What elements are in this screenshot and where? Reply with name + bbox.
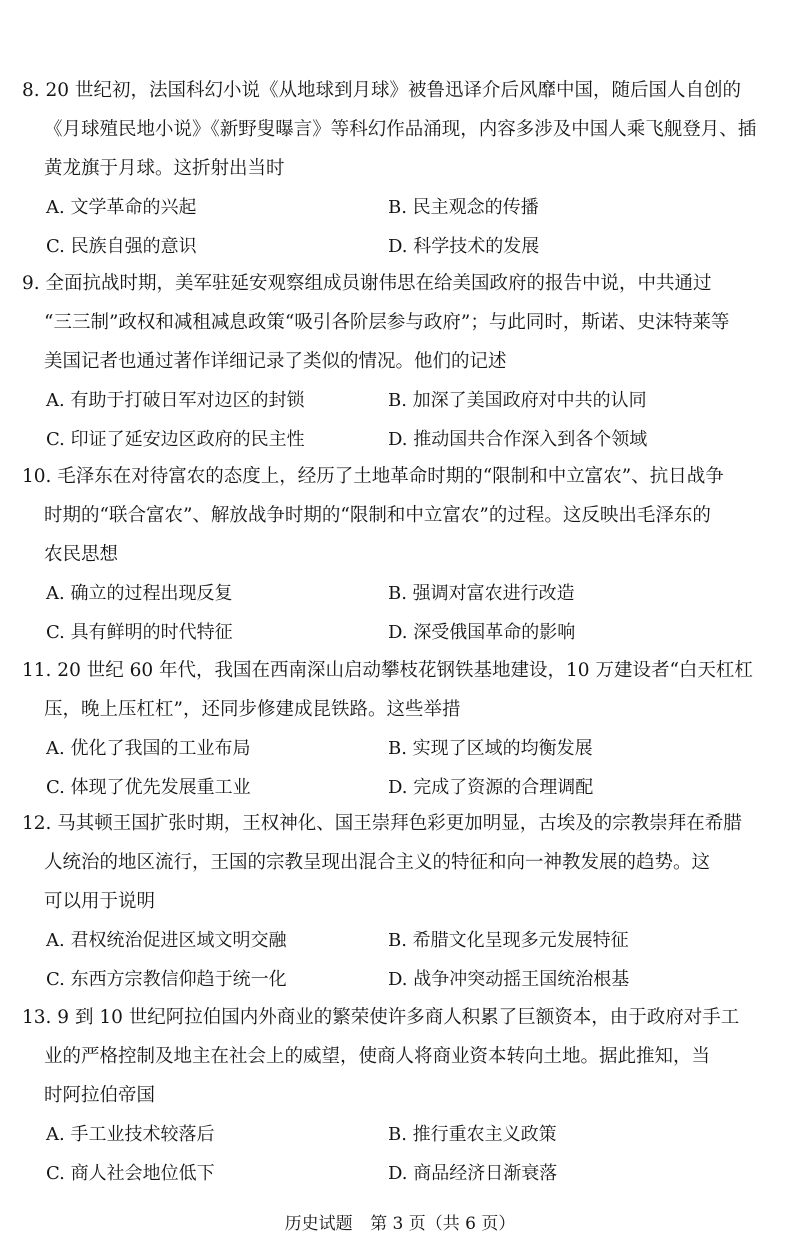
options-row xyxy=(22,574,780,613)
option-a: A. 君权统治促进区域文明交融 xyxy=(46,930,287,951)
question-10 xyxy=(22,457,780,652)
option-a: A. 确立的过程出现反复 xyxy=(46,583,233,604)
option-a: A. 有助于打破日军对边区的封锁 xyxy=(46,390,305,411)
question-8 xyxy=(22,71,780,266)
options-row xyxy=(22,921,780,960)
question-text-line: 黄龙旗于月球。这折射出当时 xyxy=(44,158,285,179)
options-row xyxy=(22,420,780,459)
option-d: D. 推动国共合作深入到各个领域 xyxy=(388,429,648,450)
question-text-line: 可以用于说明 xyxy=(44,891,156,912)
options-row xyxy=(22,1115,780,1154)
option-c: C. 体现了优先发展重工业 xyxy=(46,777,251,798)
options-row xyxy=(22,381,780,420)
question-11 xyxy=(22,651,780,807)
option-a: A. 优化了我国的工业布局 xyxy=(46,738,251,759)
question-13 xyxy=(22,998,780,1193)
question-text-line: 美国记者也通过著作详细记录了类似的情况。他们的记述 xyxy=(44,351,507,372)
option-c: C. 商人社会地位低下 xyxy=(46,1163,215,1184)
question-12 xyxy=(22,804,780,999)
options-row xyxy=(22,188,780,227)
option-c: C. 东西方宗教信仰趋于统一化 xyxy=(46,969,287,990)
question-9 xyxy=(22,264,780,459)
options-row xyxy=(22,729,780,768)
option-b: B. 希腊文化呈现多元发展特征 xyxy=(388,930,629,951)
question-text-line: 时期的“联合富农”、解放战争时期的“限制和中立富农”的过程。这反映出毛泽东的 xyxy=(44,505,711,526)
question-text-line: 时阿拉伯帝国 xyxy=(44,1085,156,1106)
question-text-line: “三三制”政权和减租减息政策“吸引各阶层参与政府”；与此同时，斯诺、史沫特莱等 xyxy=(44,312,730,333)
option-a: A. 手工业技术较落后 xyxy=(46,1124,215,1145)
question-text-line: 12. 马其顿王国扩张时期，王权神化、国王崇拜色彩更加明显，古埃及的宗教崇拜在希腊 xyxy=(22,813,742,834)
option-b: B. 民主观念的传播 xyxy=(388,197,539,218)
option-d: D. 深受俄国革命的影响 xyxy=(388,622,576,643)
question-text-line: 压，晚上压杠杠”，还同步修建成昆铁路。这些举措 xyxy=(44,699,461,720)
options-row xyxy=(22,613,780,652)
question-text-line: 《月球殖民地小说》《新野叟曝言》等科幻作品涌现，内容多涉及中国人乘飞舰登月、插 xyxy=(44,119,757,140)
question-text-line: 13. 9 到 10 世纪阿拉伯国内外商业的繁荣使许多商人积累了巨额资本，由于政府对手工 xyxy=(22,1007,740,1028)
question-text-line: 业的严格控制及地主在社会上的威望，使商人将商业资本转向土地。据此推知，当 xyxy=(44,1046,711,1067)
option-d: D. 完成了资源的合理调配 xyxy=(388,777,594,798)
footer-subject: 历史试题 xyxy=(284,1214,353,1234)
option-c: C. 印证了延安边区政府的民主性 xyxy=(46,429,305,450)
question-text-line: 9. 全面抗战时期，美军驻延安观察组成员谢伟思在给美国政府的报告中说，中共通过 xyxy=(22,273,712,294)
option-b: B. 强调对富农进行改造 xyxy=(388,583,575,604)
options-row xyxy=(22,227,780,266)
question-text-line: 10. 毛泽东在对待富农的态度上，经历了土地革命时期的“限制和中立富农”、抗日战争 xyxy=(22,466,724,487)
option-d: D. 商品经济日渐衰落 xyxy=(388,1163,558,1184)
option-d: D. 战争冲突动摇王国统治根基 xyxy=(388,969,630,990)
option-d: D. 科学技术的发展 xyxy=(388,236,540,257)
option-b: B. 实现了区域的均衡发展 xyxy=(388,738,593,759)
question-text-line: 农民思想 xyxy=(44,544,119,565)
options-row xyxy=(22,960,780,999)
options-row xyxy=(22,1154,780,1193)
option-b: B. 加深了美国政府对中共的认同 xyxy=(388,390,647,411)
question-text-line: 人统治的地区流行，王国的宗教呈现出混合主义的特征和向一神教发展的趋势。这 xyxy=(44,852,711,873)
question-text-line: 11. 20 世纪 60 年代，我国在西南深山启动攀枝花钢铁基地建设，10 万建设者“白天杠杠 xyxy=(22,660,753,681)
option-b: B. 推行重农主义政策 xyxy=(388,1124,557,1145)
option-c: C. 具有鲜明的时代特征 xyxy=(46,622,233,643)
option-a: A. 文学革命的兴起 xyxy=(46,197,197,218)
question-text-line: 8. 20 世纪初，法国科幻小说《从地球到月球》被鲁迅译介后风靡中国，随后国人自创的 xyxy=(22,80,741,101)
page-footer xyxy=(0,1206,800,1242)
options-row xyxy=(22,768,780,807)
footer-page-number: 第 3 页（共 6 页） xyxy=(370,1214,516,1234)
option-c: C. 民族自强的意识 xyxy=(46,236,197,257)
